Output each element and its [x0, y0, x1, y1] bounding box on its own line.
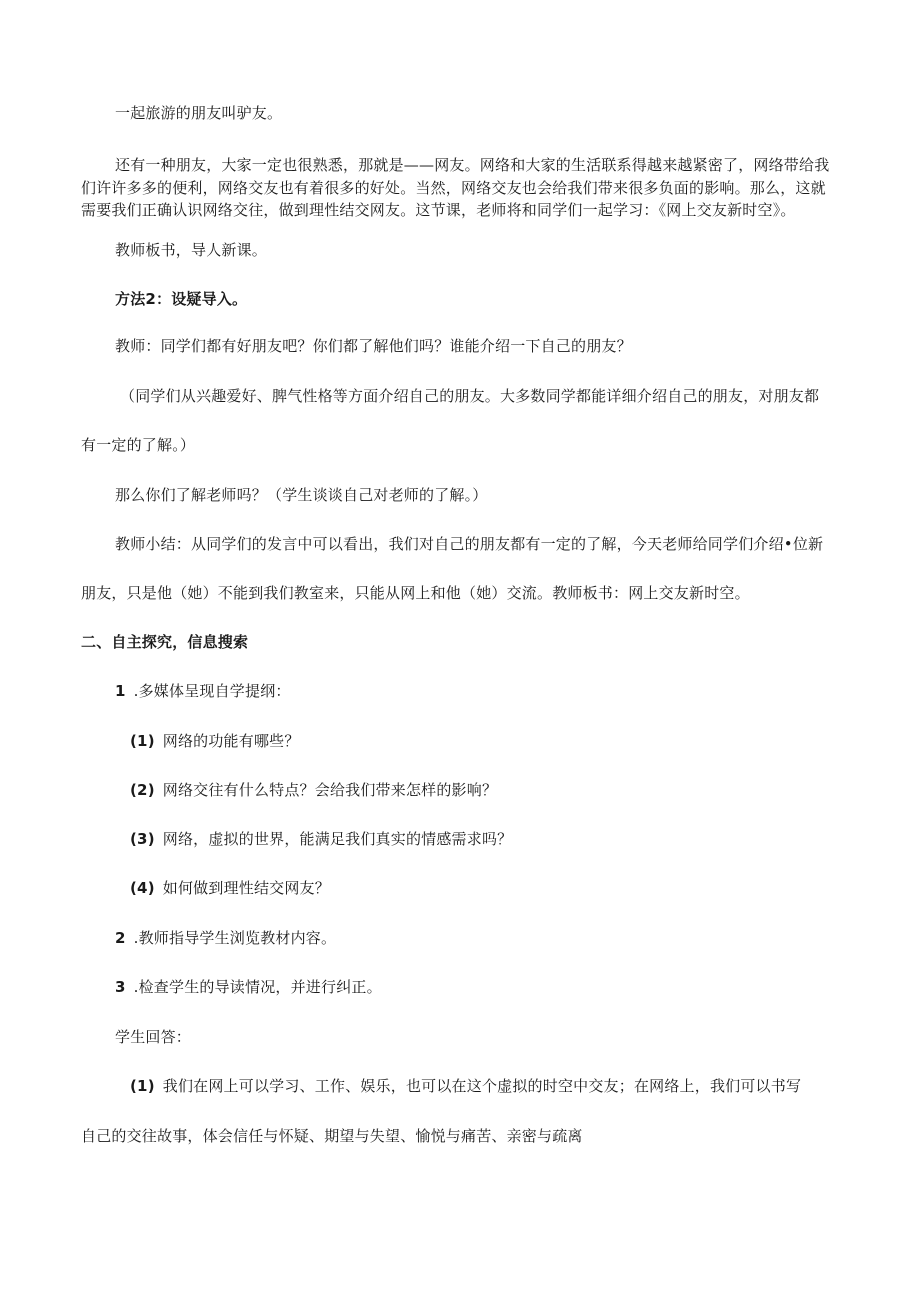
question-1-text: 网络的功能有哪些？ — [162, 732, 300, 750]
question-4-number: (4) — [130, 879, 155, 897]
paragraph-banshu: 教师板书，导人新课。 — [115, 241, 268, 259]
list-item-1-number: 1 — [115, 682, 126, 700]
list-item-1-text: .多媒体呈现自学提纲： — [133, 682, 291, 700]
paragraph-wangyou-line1: 还有一种朋友，大家一定也很熟悉，那就是——网友。网络和大家的生活联系得越来越紧密了，网络带给我 — [115, 156, 830, 174]
question-1 — [130, 731, 300, 751]
question-2-number: (2) — [130, 781, 155, 799]
paragraph-know-teacher: 那么你们了解老师吗？（学生谈谈自己对老师的了解。） — [115, 486, 488, 504]
paragraph-students-intro-line1: （同学们从兴趣爱好、脾气性格等方面介绍自己的朋友。大多数同学都能详细介绍自己的朋友，对朋友都 — [120, 387, 820, 405]
list-item-2-number: 2 — [115, 929, 126, 947]
list-item-2 — [115, 928, 336, 948]
paragraph-summary-line2: 朋友，只是他（她）不能到我们教室来，只能从网上和他（她）交流。教师板书：网上交友新时空。 — [81, 584, 750, 602]
question-4-text: 如何做到理性结交网友？ — [162, 879, 330, 897]
question-3 — [130, 829, 512, 849]
question-3-text: 网络，虚拟的世界，能满足我们真实的情感需求吗？ — [162, 830, 513, 848]
list-item-3-number: 3 — [115, 978, 126, 996]
list-item-2-text: .教师指导学生浏览教材内容。 — [133, 929, 337, 947]
paragraph-summary-line1: 教师小结：从同学们的发言中可以看出，我们对自己的朋友都有一定的了解，今天老师给同学们介绍•位新 — [115, 535, 824, 553]
method-2-heading: 方法2：设疑导入。 — [115, 290, 248, 308]
students-answer-label: 学生回答： — [115, 1028, 192, 1046]
list-item-3-text: .检查学生的导读情况，并进行纠正。 — [133, 978, 382, 996]
question-2-text: 网络交往有什么特点？会给我们带来怎样的影响？ — [162, 781, 498, 799]
paragraph-wangyou-line2: 们许许多多的便利，网络交友也有着很多的好处。当然，网络交友也会给我们带来很多负面的影响。那么，这就 — [81, 179, 826, 197]
question-3-number: (3) — [130, 830, 155, 848]
section-2-heading: 二、自主探究，信息搜索 — [81, 633, 249, 651]
answer-1-line1 — [130, 1076, 801, 1096]
question-4 — [130, 878, 330, 898]
paragraph-teacher-question: 教师：同学们都有好朋友吧？你们都了解他们吗？谁能介绍一下自己的朋友？ — [115, 337, 632, 355]
answer-1-line2: 自己的交往故事，体会信任与怀疑、期望与失望、愉悦与痛苦、亲密与疏离 — [81, 1127, 583, 1145]
paragraph-students-intro-line2: 有一定的了解。） — [81, 436, 196, 454]
question-2 — [130, 780, 497, 800]
answer-1-number: (1) — [130, 1077, 155, 1095]
paragraph-lvyou: 一起旅游的朋友叫驴友。 — [115, 104, 283, 122]
paragraph-wangyou-line3: 需要我们正确认识网络交往，做到理性结交网友。这节课，老师将和同学们一起学习：《网上交友新时空》。 — [81, 201, 796, 219]
list-item-3 — [115, 977, 382, 997]
answer-1-text: 我们在网上可以学习、工作、娱乐，也可以在这个虚拟的时空中交友；在网络上，我们可以书写 — [162, 1077, 802, 1095]
list-item-1 — [115, 681, 291, 701]
question-1-number: (1) — [130, 732, 155, 750]
